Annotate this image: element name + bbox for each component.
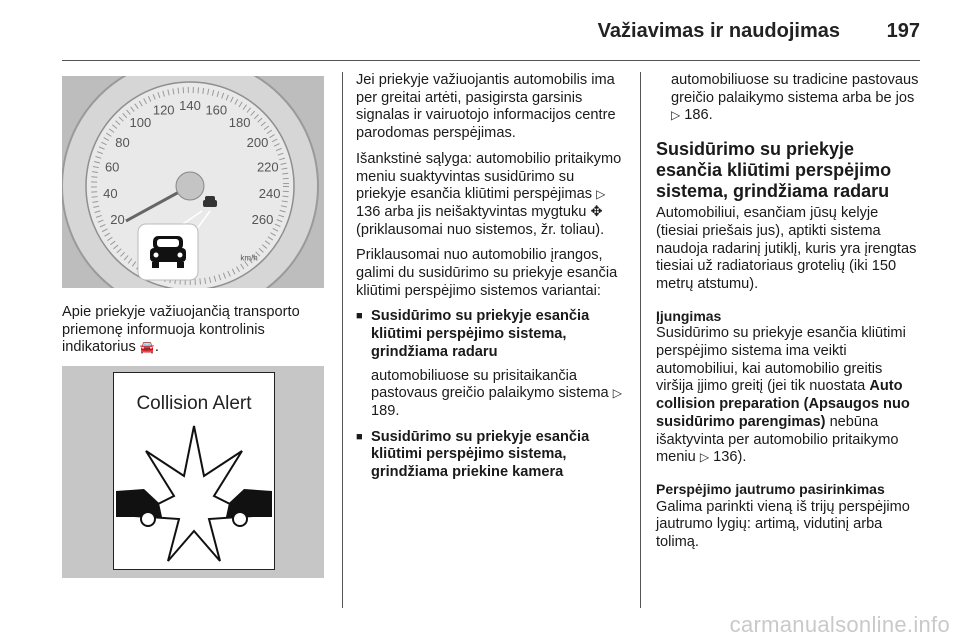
column-1-text	[62, 304, 330, 365]
gauge-label: 120	[152, 102, 175, 118]
gauge-label: 60	[104, 159, 120, 175]
paragraph-variants: Priklausomai nuo automobilio įrangos, galimi du susidūrimo su priekyje esančia kliūtimi perspėjimo sistemos variantai:	[356, 247, 618, 299]
paragraph-traditional: automobiliuose su tradicine pastovaus greičio palaikymo sistema arba be jos ▷ 186.	[671, 72, 919, 124]
gauge-label: 180	[228, 115, 251, 131]
collision-alert-panel	[113, 372, 275, 570]
gauge-label: 20	[110, 211, 125, 227]
car-indicator-icon: 🚘	[139, 340, 155, 355]
page-ref-arrow-icon: ▷	[699, 450, 710, 465]
gauge-label: 160	[205, 102, 228, 118]
gauge-label: 260	[251, 211, 274, 227]
column-3-text	[656, 72, 922, 560]
page-header	[62, 14, 920, 54]
paragraph-activation: Susidūrimo su priekyje esančia kliūtimi perspėjimo sistema ima veikti automobiliui, kai automobilio greitis viršija įjimo greitį (jei tik nuostata Auto collision preparation (Apsaugos nuo susidūrimo parengimas) nebūna išaktyvinta per automobilio pritaikymo meniu ▷ 136).	[656, 325, 910, 466]
subheading-sensitivity: Perspėjimo jautrumo pasirinkimas	[656, 480, 885, 497]
watermark: carmanualsonline.info	[729, 612, 950, 637]
collision-alert-figure	[62, 366, 324, 578]
column-divider-2	[640, 72, 641, 608]
indicator-caption: Apie priekyje važiuojančią transporto priemonę informuoja kontrolinis indikatorius 🚘.	[62, 304, 300, 356]
subheading-activation: Įjungimas	[656, 307, 722, 324]
paragraph-sensitivity: Galima parinkti vieną iš trijų perspėjimo jautrumo lygių: artimą, vidutinį arba tolimą.	[656, 498, 910, 551]
car-ahead-icon	[203, 196, 217, 207]
speedometer-figure	[62, 76, 324, 288]
bullet-radar-desc: automobiliuose su prisitaikančia pastovaus greičio palaikymo sistema ▷ 189.	[371, 367, 622, 419]
bullet-camera: ■ Susidūrimo su priekyje esančia kliūtimi perspėjimo sistema, grindžiama priekine kamera	[356, 429, 628, 482]
paragraph-radar-sensor: Automobiliui, esančiam jūsų kelyje (tiesiai priešais jus), aptikti sistema naudoja radarinį jutiklį, kuris yra įrengtas tiesiai už radiatoriaus grotelių (iki 150 metrų atstumu).	[656, 205, 917, 292]
header-title: Važiavimas ir naudojimas	[597, 20, 840, 42]
paragraph-warning: Jei priekyje važiuojantis automobilis ima per greitai artėti, pasigirsta garsinis signalas ir vairuotojo informacijos centre parodomas perspėjimas.	[356, 72, 616, 142]
car-right-icon	[226, 489, 272, 526]
page-ref-arrow-icon: ▷	[671, 108, 681, 123]
column-2-text	[356, 72, 628, 488]
car-left-icon	[116, 489, 162, 526]
gauge-label: 100	[129, 115, 152, 131]
gauge-label: km/h	[240, 253, 258, 263]
gauge-label: 80	[115, 135, 130, 150]
gauge-label: 140	[179, 98, 201, 113]
collision-button-icon: ✥	[590, 203, 603, 220]
collision-alert-title: Collision Alert	[136, 393, 252, 414]
gauge-label: 40	[103, 186, 118, 202]
header-rule	[62, 60, 920, 61]
page-ref-arrow-icon: ▷	[612, 386, 622, 401]
gauge-label: 200	[246, 135, 269, 150]
gauge-label: 240	[258, 186, 281, 202]
column-divider-1	[342, 72, 343, 608]
paragraph-precondition: Išankstinė sąlyga: automobilio pritaikymo meniu suaktyvintas susidūrimo su priekyje esančia kliūtimi perspėjimas ▷ 136 arba jis neišaktyvintas mygtuku ✥ (priklausomai nuo sistemos, žr. toliau).	[356, 150, 622, 238]
gauge-label: 220	[256, 159, 279, 175]
collision-star-icon	[114, 421, 274, 571]
speedometer-illustration	[62, 76, 324, 288]
bullet-radar: ■ Susidūrimo su priekyje esančia kliūtimi perspėjimo sistema, grindžiama radaru	[356, 308, 628, 361]
page-number: 197	[886, 20, 920, 42]
section-heading-radar: Susidūrimo su priekyje esančia kliūtimi perspėjimo sistema, grindžiama radaru	[656, 139, 892, 202]
page-ref-arrow-icon: ▷	[596, 187, 606, 202]
